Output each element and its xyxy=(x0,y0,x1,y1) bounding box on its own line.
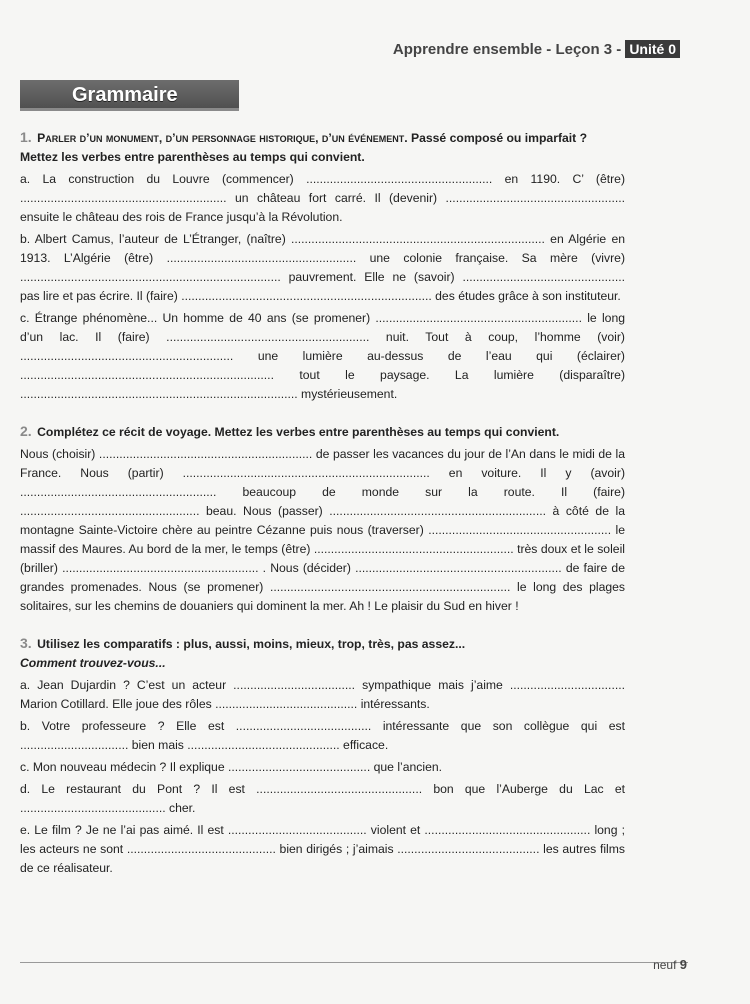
page-number: 9 xyxy=(679,957,687,972)
lesson-title: Apprendre ensemble - Leçon 3 - xyxy=(392,40,622,58)
exercise-3-subtitle: Comment trouvez-vous... xyxy=(20,656,166,670)
unit-badge: Unité 0 xyxy=(625,40,680,58)
exercise-3-item-c: c. Mon nouveau médecin ? Il explique .......................................... que l’ancien. xyxy=(20,760,443,774)
footer-rule xyxy=(20,962,688,963)
exercise-2 xyxy=(20,422,625,616)
exercise-2-text: Nous (choisir) ............................................................... de passer les vacances du jour de l’An dans le midi de la France. Nous (partir) ......................................................................... en voiture. Il y (avoir) .......................................................... beaucoup de monde sur la route. Il (faire) ..................................................... beau. Nous (passer) ................................................................ à côté de la montagne Sainte-Victoire chère au peintre Cézanne puis nous (traverser) ...................................................... le massif des Maures. Au bord de la mer, le temps (être) ........................................................... très doux et le soleil (briller) .......................................................... . Nous (décider) ............................................................. de faire de grandes promenades. Nous (se promener) ....................................................................... le long des plages solitaires, sur les chemins de douaniers qui dominent la mer. Ah ! Le plaisir du Sud en hiver ! xyxy=(20,447,625,613)
exercise-1-topic: Parler d’un monument, d’un personnage historique, d’un événement. xyxy=(37,131,408,145)
exercise-1 xyxy=(20,128,625,404)
exercise-1-item-a: a. La construction du Louvre (commencer) ....................................................... en 1190. C’ (être) ............................................................. un château fort carré. Il (devenir) ..................................................... ensuite le château des rois de France jusqu’à la Révolution. xyxy=(20,172,625,224)
exercise-3-number: 3. xyxy=(20,635,32,651)
exercise-3-title xyxy=(20,634,625,654)
section-banner: Grammaire xyxy=(20,80,239,110)
exercise-3 xyxy=(20,634,625,878)
page-footer xyxy=(653,957,687,972)
exercise-1-number: 1. xyxy=(20,129,32,145)
exercise-3-item-e: e. Le film ? Je ne l’ai pas aimé. Il est ......................................... violent et ................................................. long ; les acteurs ne sont ............................................ bien dirigés ; j’aimais .......................................... les autres films de ce réalisateur. xyxy=(20,823,625,875)
exercise-2-number: 2. xyxy=(20,423,32,439)
exercise-3-instruction: Utilisez les comparatifs : plus, aussi, moins, mieux, trop, très, pas assez... xyxy=(37,637,466,651)
page-header xyxy=(393,40,680,58)
exercise-1-item-c: c. Étrange phénomène... Un homme de 40 ans (se promener) ............................................................. le long d’un lac. Il (faire) ............................................................ nuit. Tout à coup, l’homme (voir) ............................................................... une lumière au-dessus de l’eau qui (éclairer) ........................................................................... tout le paysage. La lumière (disparaître) .................................................................................. mystérieusement. xyxy=(20,311,625,401)
exercise-1-title xyxy=(20,128,625,167)
exercise-2-title xyxy=(20,422,625,442)
exercise-3-item-a: a. Jean Dujardin ? C’est un acteur .................................... sympathique mais j’aime .................................. Marion Cotillard. Elle joue des rôles .......................................... intéressants. xyxy=(20,678,625,711)
page-label: neuf xyxy=(653,958,677,972)
exercise-3-item-d: d. Le restaurant du Pont ? Il est ................................................. bon que l’Auberge du Lac et ........................................... cher. xyxy=(20,782,625,815)
banner-underline xyxy=(20,108,239,111)
exercise-2-instruction: Complétez ce récit de voyage. Mettez les verbes entre parenthèses au temps qui convient. xyxy=(37,425,560,439)
exercise-1-instruction: Passé composé ou imparfait ? Mettez les verbes entre parenthèses au temps qui convient. xyxy=(20,131,588,164)
exercise-content xyxy=(20,128,625,896)
exercise-1-item-b: b. Albert Camus, l’auteur de L’Étranger, (naître) ........................................................................... en Algérie en 1913. L’Algérie (être) ........................................................ une colonie française. Sa mère (vivre) ............................................................................. pauvrement. Elle ne (savoir) ................................................ pas lire et pas écrire. Il (faire) .......................................................................... des études grâce à son instituteur. xyxy=(20,232,625,303)
exercise-3-item-b: b. Votre professeure ? Elle est ........................................ intéressante que son collègue qui est ................................ bien mais ............................................. efficace. xyxy=(20,719,625,752)
